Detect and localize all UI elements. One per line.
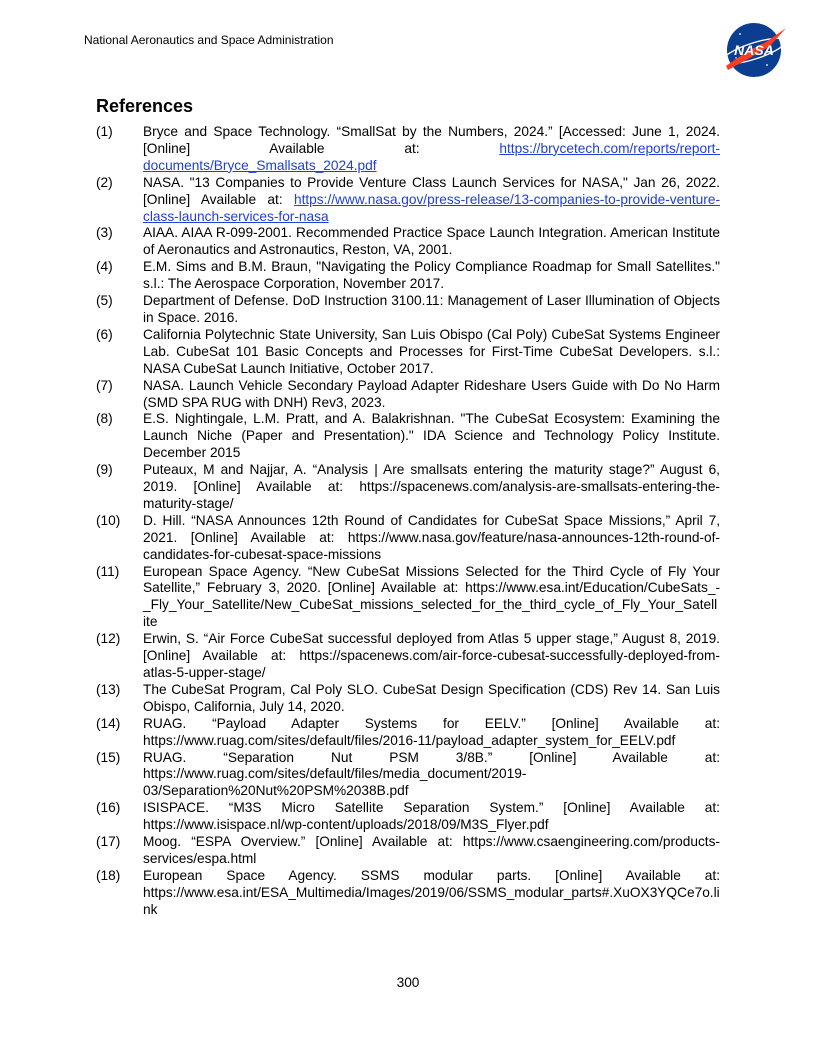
reference-number: (11)	[96, 563, 120, 579]
reference-item	[96, 259, 720, 293]
reference-number: (14)	[96, 715, 121, 731]
reference-text: Department of Defense. DoD Instruction 3100.11: Management of Laser Illumination of Objects in Space. 2016.	[143, 293, 720, 325]
reference-item	[96, 716, 720, 750]
reference-body: NASA. "13 Companies to Provide Venture Class Launch Services for NASA," Jan 26, 2022. [Online] Available at:	[143, 174, 720, 207]
reference-item	[96, 124, 720, 175]
reference-text: E.S. Nightingale, L.M. Pratt, and A. Balakrishnan. "The CubeSat Ecosystem: Examining the Launch Niche (Paper and Presentation)." IDA Science and Technology Policy Institute. December 2015	[143, 411, 720, 461]
reference-number: (10)	[96, 512, 121, 528]
reference-number: (3)	[96, 225, 113, 241]
reference-item	[96, 800, 720, 834]
reference-link[interactable]: https://www.nasa.gov/press-release/13-companies-to-provide-venture-class-launch-services-for-nasa	[143, 191, 720, 224]
reference-item	[96, 175, 720, 226]
reference-item	[96, 293, 720, 327]
reference-item	[96, 225, 720, 259]
reference-number: (17)	[96, 834, 121, 850]
reference-item	[96, 513, 720, 564]
reference-item	[96, 327, 720, 378]
reference-text: The CubeSat Program, Cal Poly SLO. CubeSat Design Specification (CDS) Rev 14. San Luis Obispo, California, July 14, 2020.	[143, 681, 720, 714]
reference-number: (2)	[96, 174, 113, 190]
reference-text: Puteaux, M and Najjar, A. “Analysis | Are smallsats entering the maturity stage?” August 6, 2019. [Online] Available at: https://spacenews.com/analysis-are-smallsats-entering-the-maturity-stage/	[143, 462, 720, 511]
page-number: 300	[396, 975, 420, 990]
reference-number: (9)	[96, 462, 113, 478]
reference-item	[96, 868, 720, 919]
reference-item	[96, 750, 720, 801]
reference-number: (16)	[96, 800, 121, 816]
reference-item	[96, 411, 720, 462]
reference-text	[143, 175, 720, 226]
reference-number: (15)	[96, 749, 121, 765]
reference-number: (7)	[96, 377, 113, 393]
reference-number: (18)	[96, 867, 121, 883]
reference-number: (5)	[96, 293, 113, 309]
nasa-logo-star	[739, 33, 741, 35]
reference-text: European Space Agency. “New CubeSat Missions Selected for the Third Cycle of Fly Your Satellite,” February 3, 2020. [Online] Available at: https://www.esa.int/Education/CubeSats_-_Fly_Your_Satellite/New_CubeSat_missions_selected_for_the_third_cycle_of_Fly_Your_Satellite	[143, 563, 720, 630]
nasa-logo-text: NASA	[734, 42, 774, 58]
reference-item	[96, 834, 720, 868]
reference-item	[96, 631, 720, 682]
reference-text: Erwin, S. “Air Force CubeSat successful deployed from Atlas 5 upper stage,” August 8, 2019. [Online] Available at: https://spacenews.com/air-force-cubesat-successfully-deployed-from-atlas-5-upper-stage/	[143, 631, 720, 680]
reference-number: (6)	[96, 326, 113, 342]
reference-item	[96, 682, 720, 716]
reference-item	[96, 564, 720, 632]
reference-text: D. Hill. “NASA Announces 12th Round of Candidates for CubeSat Space Missions,” April 7, 2021. [Online] Available at: https://www.nasa.gov/feature/nasa-announces-12th-round-of-candidates-for-cubesat-space-missions	[143, 512, 720, 562]
header-organization: National Aeronautics and Space Administration	[84, 33, 334, 47]
reference-number: (13)	[96, 681, 121, 697]
reference-number: (8)	[96, 411, 113, 427]
nasa-logo-star	[766, 64, 768, 66]
reference-text: E.M. Sims and B.M. Braun, "Navigating the Policy Compliance Roadmap for Small Satellites." s.l.: The Aerospace Corporation, November 2017.	[143, 259, 720, 292]
reference-text	[143, 124, 720, 175]
reference-text: Moog. “ESPA Overview.” [Online] Available at: https://www.csaengineering.com/products-services/espa.html	[143, 834, 720, 866]
reference-text: RUAG. “Separation Nut PSM 3/8B.” [Online] Available at: https://www.ruag.com/sites/default/files/media_document/2019-03/Separation%20Nut%20PSM%2038B.pdf	[143, 749, 720, 799]
reference-list	[96, 124, 720, 919]
nasa-logo	[718, 20, 790, 80]
reference-text: RUAG. “Payload Adapter Systems for EELV.” [Online] Available at: https://www.ruag.com/sites/default/files/2016-11/payload_adapter_system_for_EELV.pdf	[143, 715, 720, 748]
reference-item	[96, 378, 720, 412]
reference-text: California Polytechnic State University, San Luis Obispo (Cal Poly) CubeSat Systems Engineer Lab. CubeSat 101 Basic Concepts and Processes for First-Time CubeSat Developers. s.l.: NASA CubeSat Launch Initiative, October 2017.	[143, 326, 720, 376]
reference-text: ISISPACE. “M3S Micro Satellite Separation System.” [Online] Available at: https://www.isispace.nl/wp-content/uploads/2018/09/M3S_Flyer.pdf	[143, 800, 720, 833]
reference-text: European Space Agency. SSMS modular parts. [Online] Available at: https://www.esa.int/ESA_Multimedia/Images/2019/06/SSMS_modular_parts#.XuOX3YQCe7o.link	[143, 867, 720, 917]
reference-text: NASA. Launch Vehicle Secondary Payload Adapter Rideshare Users Guide with Do No Harm (SMD SPA RUG with DNH) Rev3, 2023.	[143, 377, 720, 410]
reference-number: (12)	[96, 631, 121, 647]
section-title: References	[96, 96, 194, 116]
reference-text: AIAA. AIAA R-099-2001. Recommended Practice Space Launch Integration. American Institute of Aeronautics and Astronautics, Reston, VA, 2001.	[143, 225, 720, 258]
reference-number: (1)	[96, 124, 113, 139]
reference-number: (4)	[96, 259, 113, 275]
reference-link[interactable]: https://brycetech.com/reports/report-documents/Bryce_Smallsats_2024.pdf	[143, 140, 720, 173]
reference-body: Bryce and Space Technology. “SmallSat by the Numbers, 2024.” [Accessed: June 1, 2024. [Online] Available at:	[143, 124, 720, 156]
reference-item	[96, 462, 720, 513]
